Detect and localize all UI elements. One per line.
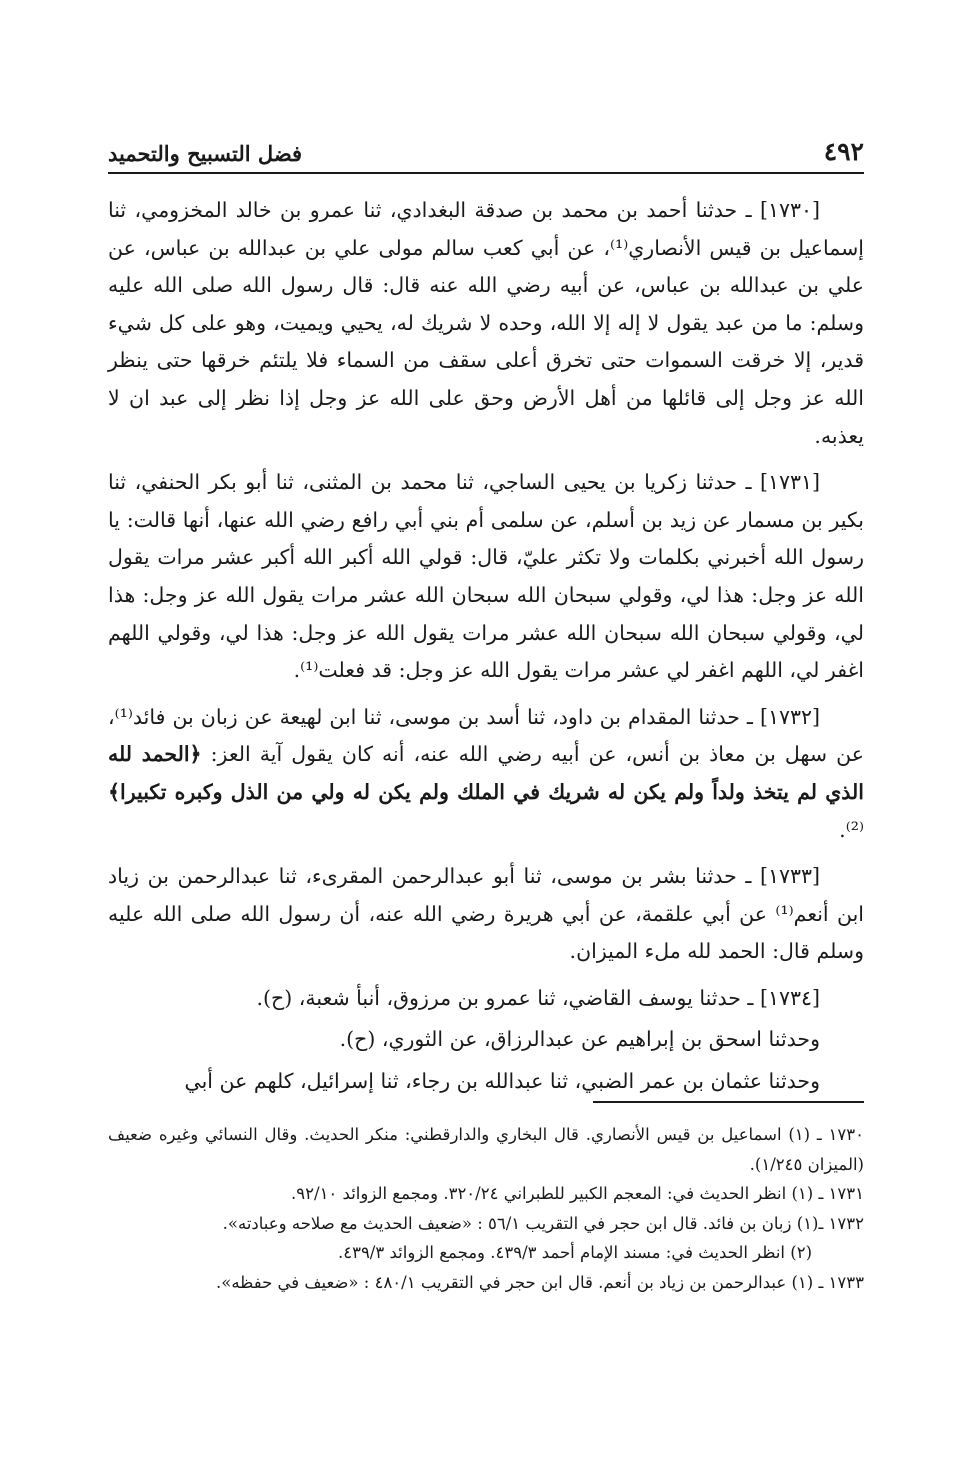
- hadith-1732: [108, 699, 864, 849]
- chapter-title: فضل التسبيح والتحميد: [108, 141, 303, 166]
- footnotes: [108, 1120, 864, 1297]
- hadith-1730: [١٧٣٠] ـ حدثنا أحمد بن محمد بن صدقة البغدادي، ثنا عمرو بن خالد المخزومي، ثنا إسماعيل بن قيس الأنصاري⁽¹⁾، عن أبي كعب سالم مولى علي بن عبدالله بن عباس، عن علي بن عبدالله بن عباس، عن أبيه رضي الله عنه قال: قال رسول الله صلى الله عليه وسلم: ما من عبد يقول لا إله إلا الله، وحده لا شريك له، يحيي ويميت، وهو على كل شيء قدير، إلا خرقت السموات حتى تخرق أعلى سقف من السماء فلا يلتئم خرقها حتى ينظر الله عز وجل إلى قائلها من أهل الأرض وحق على الله عز وجل إذا نظر إلى عبد ان لا يعذبه.: [108, 198, 865, 448]
- quran-verse: ﴿الحمد لله الذي لم يتخذ ولداً ولم يكن له شريك في الملك ولم يكن له ولي من الذل وكبره تكبيرا﴾: [108, 742, 864, 804]
- hadith-1731: [١٧٣١] ـ حدثنا زكريا بن يحيى الساجي، ثنا محمد بن المثنى، ثنا أبو بكر الحنفي، ثنا بكير بن مسمار عن زيد بن أسلم، عن سلمى أم بني أبي رافع رضي الله عنها، أنها قالت: يا رسول الله أخبرني بكلمات ولا تكثر عليّ، قال: قولي الله أكبر الله أكبر عشر مرات يقول الله عز وجل: هذا لي، وقولي سبحان الله سبحان الله عشر مرات يقول الله عز وجل: هذا لي، وقولي سبحان الله سبحان الله عشر مرات يقول الله عز وجل: هذا لي، وقولي اللهم اغفر لي، اللهم اغفر لي عشر مرات يقول الله عز وجل: قد فعلت⁽¹⁾.: [108, 470, 864, 683]
- hadith-1734-chain-2: وحدثنا اسحق بن إبراهيم عن عبدالرزاق، عن الثوري، (ح).: [339, 1027, 820, 1052]
- footnote-1732-1: ١٧٣٢ ـ(١) زبان بن فائد. قال ابن حجر في التقريب ٥٦/١ : «ضعيف الحديث مع صلاحه وعبادته».: [222, 1213, 864, 1233]
- hadith-1732-footnote-ref: ⁽²⁾.: [839, 817, 864, 842]
- footnote-1733: ١٧٣٣ ـ (١) عبدالرحمن بن زياد بن أنعم. قال ابن حجر في التقريب ٤٨٠/١ : «ضعيف في حفظه».: [216, 1272, 864, 1292]
- footnote-1731: ١٧٣١ ـ (١) انظر الحديث في: المعجم الكبير للطبراني ٣٢٠/٢٤. ومجمع الزوائد ٩٢/١٠.: [291, 1184, 864, 1203]
- running-header: [108, 126, 864, 174]
- hadith-1732-text: [١٧٣٢] ـ حدثنا المقدام بن داود، ثنا أسد بن موسى، ثنا ابن لهيعة عن زبان بن فائد⁽¹⁾، عن سهل بن معاذ بن أنس، عن أبيه رضي الله عنه، أنه كان يقول آية العز:: [108, 704, 864, 767]
- hadith-1734: [١٧٣٤] ـ حدثنا يوسف القاضي، ثنا عمرو بن مرزوق، أنبأ شعبة، (ح).: [256, 985, 820, 1010]
- main-text: [108, 192, 864, 1105]
- footnote-separator: [593, 1101, 864, 1103]
- footnote-1730: ١٧٣٠ ـ (١) اسماعيل بن قيس الأنصاري. قال البخاري والدارقطني: منكر الحديث. وقال النسائي وغيره ضعيف (الميزان ١/٢٤٥).: [108, 1125, 864, 1174]
- hadith-1734-chain-3: وحدثنا عثمان بن عمر الضبي، ثنا عبدالله بن رجاء، ثنا إسرائيل، كلهم عن أبي: [184, 1069, 820, 1094]
- page-number: ٤٩٢: [823, 137, 864, 166]
- hadith-1733: [١٧٣٣] ـ حدثنا بشر بن موسى، ثنا أبو عبدالرحمن المقرىء، ثنا عبدالرحمن بن زياد ابن أنعم⁽¹⁾ عن أبي علقمة، عن أبي هريرة رضي الله عنه، أن رسول الله صلى الله عليه وسلم قال: الحمد لله ملء الميزان.: [108, 864, 864, 964]
- footnote-1732-2: (٢) انظر الحديث في: مسند الإمام أحمد ٤٣٩/٣. ومجمع الزوائد ٤٣٩/٣.: [337, 1243, 812, 1262]
